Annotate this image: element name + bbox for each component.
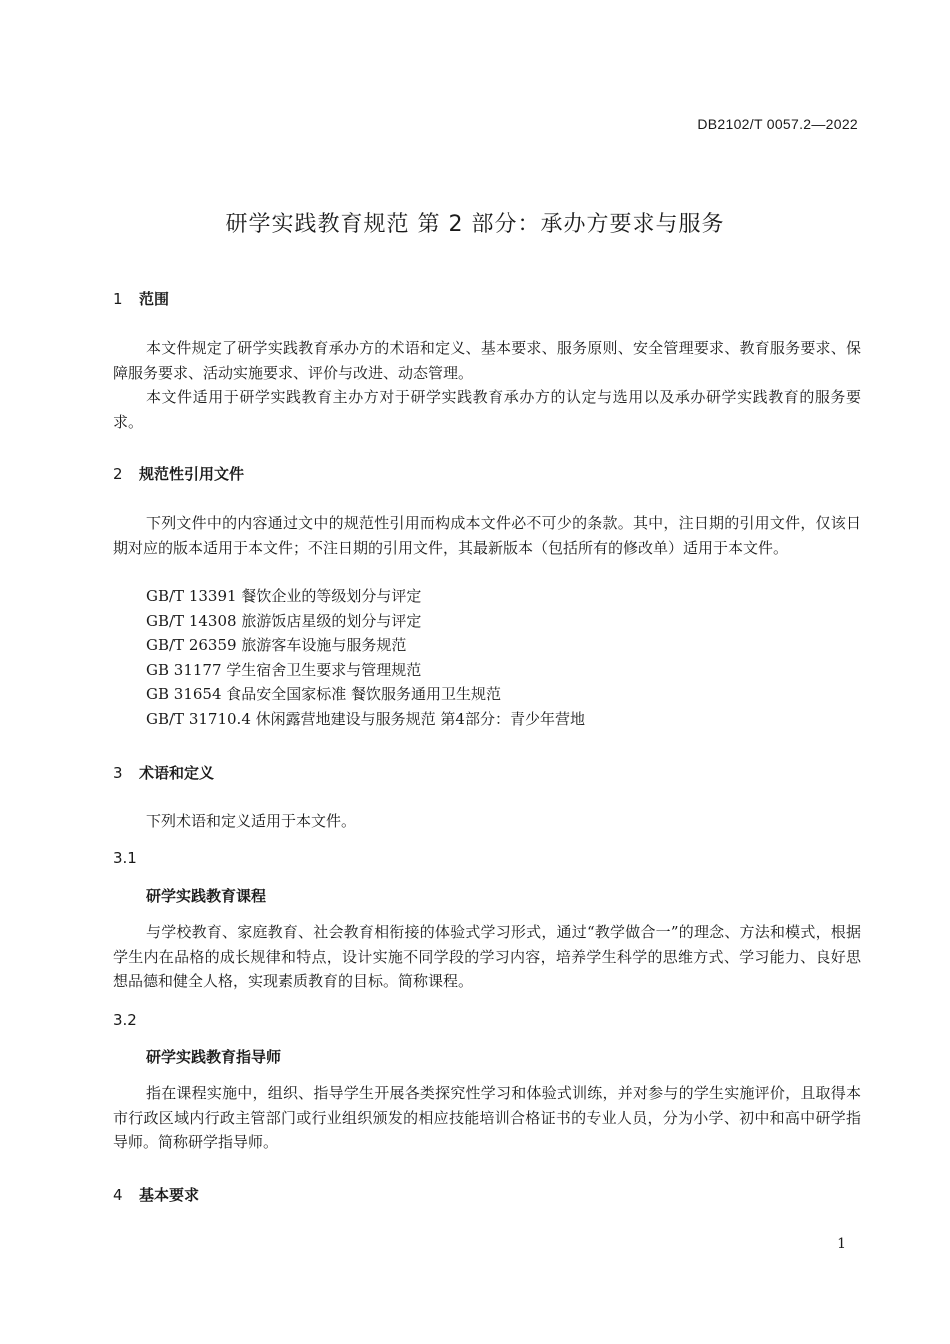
section-number: 1 <box>113 290 123 308</box>
term-number: 3.1 <box>113 849 137 867</box>
reference-item: GB/T 26359 旅游客车设施与服务规范 <box>146 636 407 654</box>
references-intro: 下列文件中的内容通过文中的规范性引用而构成本文件必不可少的条款。其中，注日期的引用文件，仅该日期对应的版本适用于本文件；不注日期的引用文件，其最新版本（包括所有的修改单）适用于本文件。 <box>113 514 861 557</box>
reference-item: GB 31654 食品安全国家标准 餐饮服务通用卫生规范 <box>146 685 502 703</box>
document-code: DB2102/T 0057.2—2022 <box>697 116 858 132</box>
terms-intro: 下列术语和定义适用于本文件。 <box>146 812 357 830</box>
term-heading: 研学实践教育课程 <box>146 887 267 905</box>
section-heading-3 <box>113 762 214 783</box>
term-definition: 指在课程实施中，组织、指导学生开展各类探究性学习和体验式训练，并对参与的学生实施评价，且取得本市行政区域内行政主管部门或行业组织颁发的相应技能培训合格证书的专业人员，分为小学、初中和高中研学指导师。简称研学指导师。 <box>113 1084 861 1151</box>
document-title: 研学实践教育规范 第 2 部分：承办方要求与服务 <box>225 212 725 237</box>
section-title: 规范性引用文件 <box>139 465 245 483</box>
section-number: 3 <box>113 764 123 782</box>
reference-item: GB/T 13391 餐饮企业的等级划分与评定 <box>146 587 422 605</box>
reference-item: GB 31177 学生宿舍卫生要求与管理规范 <box>146 661 422 679</box>
section-title: 范围 <box>139 290 170 308</box>
term-definition: 与学校教育、家庭教育、社会教育相衔接的体验式学习形式，通过“教学做合一”的理念、方法和模式，根据学生内在品格的成长规律和特点，设计实施不同学段的学习内容，培养学生科学的思维方式、学习能力、良好思想品德和健全人格，实现素质教育的目标。简称课程。 <box>113 923 861 990</box>
scope-paragraph-1: 本文件规定了研学实践教育承办方的术语和定义、基本要求、服务原则、安全管理要求、教育服务要求、保障服务要求、活动实施要求、评价与改进、动态管理。 <box>113 339 861 382</box>
reference-item: GB/T 14308 旅游饭店星级的划分与评定 <box>146 612 422 630</box>
section-heading-1 <box>113 288 169 309</box>
section-heading-2 <box>113 463 244 484</box>
section-title: 基本要求 <box>139 1186 200 1204</box>
page-number: 1 <box>837 1236 846 1252</box>
section-number: 2 <box>113 465 123 483</box>
term-number: 3.2 <box>113 1011 137 1029</box>
reference-item: GB/T 31710.4 休闲露营地建设与服务规范 第4部分：青少年营地 <box>146 710 585 728</box>
scope-paragraph-2: 本文件适用于研学实践教育主办方对于研学实践教育承办方的认定与选用以及承办研学实践教育的服务要求。 <box>113 388 861 431</box>
section-title: 术语和定义 <box>139 764 215 782</box>
section-number: 4 <box>113 1186 123 1204</box>
term-heading: 研学实践教育指导师 <box>146 1048 282 1066</box>
section-heading-4 <box>113 1184 199 1205</box>
